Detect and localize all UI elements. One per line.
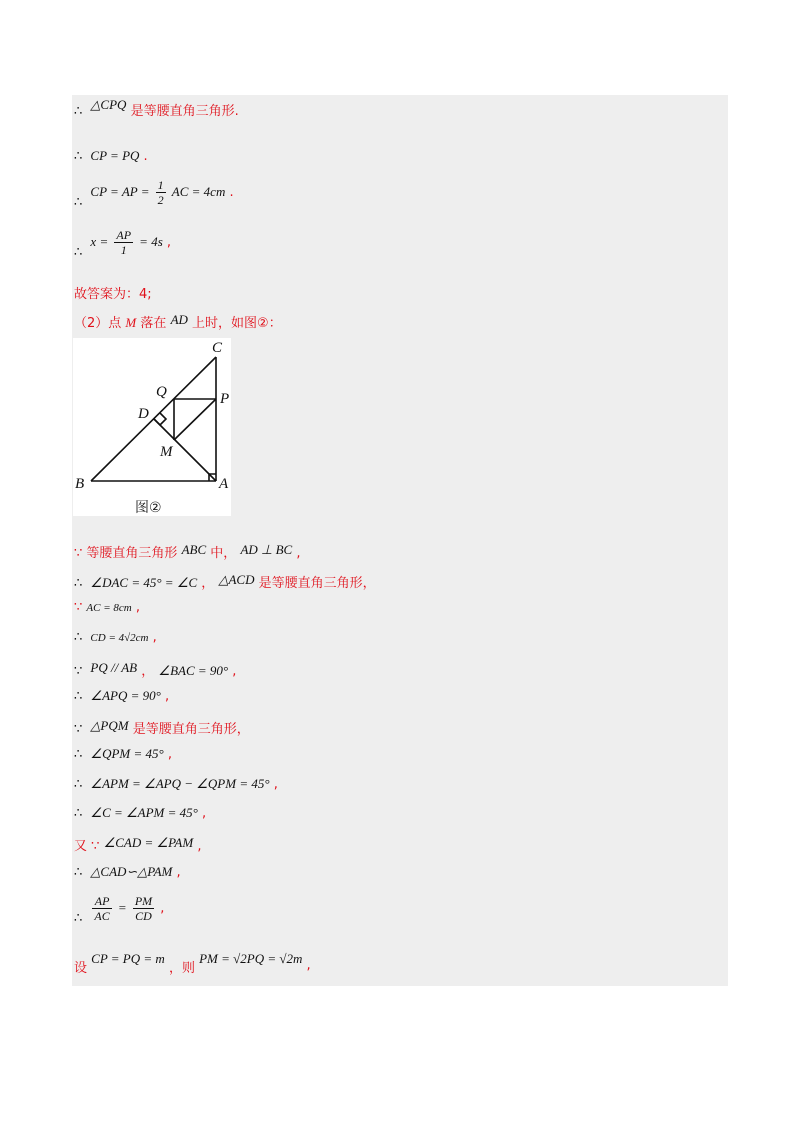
- label-C: C: [212, 340, 223, 356]
- text-red: ,: [273, 777, 278, 792]
- math-expression: ∠APM = ∠APQ − ∠QPM = 45°: [90, 776, 270, 791]
- text-red: ,: [202, 806, 207, 821]
- text-red: 又: [74, 839, 88, 854]
- label-M: M: [160, 444, 173, 460]
- solution-line-2: [74, 148, 148, 164]
- solution-line-6: [74, 312, 282, 331]
- therefore-symbol: ∴: [74, 630, 83, 645]
- math-expression: CP = AP =: [90, 184, 150, 199]
- math-expression: ∠BAC = 90°: [158, 663, 229, 678]
- text-red: ,: [197, 839, 202, 854]
- math-expression: △CAD∽△PAM: [90, 864, 173, 879]
- text-red: ,: [152, 630, 157, 645]
- fraction-denominator: CD: [135, 909, 152, 923]
- therefore-symbol: ∴: [74, 149, 83, 164]
- figure-caption: 图②: [135, 500, 162, 516]
- answer-text: 故答案为：4;: [74, 287, 152, 302]
- math-expression: ∠C = ∠APM = 45°: [90, 805, 198, 820]
- text-red: ,: [166, 235, 172, 250]
- math-expression: M: [125, 315, 137, 330]
- solution-line-5: [74, 283, 152, 302]
- therefore-symbol: ∴: [74, 777, 83, 792]
- text-red: ,: [306, 958, 311, 973]
- triangle-diagram: [73, 338, 231, 516]
- text-red: （2）点: [74, 316, 122, 331]
- because-symbol: ∵: [74, 546, 83, 561]
- solution-line-14: [74, 746, 172, 762]
- label-B: B: [75, 476, 85, 492]
- text-red: ,: [296, 546, 301, 561]
- fraction: [92, 894, 111, 923]
- math-expression: AD: [170, 312, 188, 327]
- text-red: ,: [135, 600, 141, 615]
- fraction-denominator: AC: [94, 909, 110, 923]
- math-expression: PM = √2PQ = √2m: [199, 951, 303, 966]
- solution-line-19: [74, 894, 165, 926]
- solution-line-20: [74, 948, 311, 976]
- math-expression: ∠QPM = 45°: [90, 746, 164, 761]
- text-red: ,: [160, 901, 165, 916]
- label-D: D: [138, 406, 149, 422]
- math-expression: △PQM: [90, 718, 129, 733]
- solution-line-13: [74, 718, 250, 737]
- text-red: 中，: [210, 546, 237, 561]
- therefore-symbol: ∴: [74, 576, 83, 591]
- because-symbol: ∵: [74, 600, 83, 615]
- therefore-symbol: ∴: [74, 806, 83, 821]
- text-red: 是等腰直角三角形，: [258, 576, 376, 591]
- therefore-symbol: ∴: [74, 104, 83, 119]
- text-red: ,: [176, 865, 181, 880]
- solution-line-16: [74, 805, 206, 821]
- fraction: [114, 228, 133, 257]
- math-expression: ∠CAD = ∠PAM: [103, 835, 194, 850]
- text-red: .: [229, 185, 234, 200]
- because-symbol: ∵: [74, 664, 83, 679]
- text-red: ,: [167, 747, 172, 762]
- label-Q: Q: [156, 384, 167, 400]
- math-expression: ∠DAC = 45° = ∠C: [90, 575, 198, 590]
- solution-line-12: [74, 688, 169, 704]
- solution-line-17: [74, 835, 201, 854]
- text-red: 设: [74, 961, 88, 976]
- math-expression: x =: [90, 234, 109, 249]
- because-symbol: ∵: [91, 839, 100, 854]
- segment-MP: [174, 399, 216, 440]
- math-expression: PQ // AB: [90, 660, 138, 675]
- math-expression: ABC: [181, 542, 207, 557]
- text-red: ，: [201, 576, 215, 591]
- because-symbol: ∵: [74, 722, 83, 737]
- fraction-numerator: AP: [116, 228, 132, 242]
- text-red: ,: [164, 689, 170, 704]
- math-expression: CD = 4√2cm: [90, 632, 149, 644]
- math-expression: ∠APQ = 90°: [90, 688, 161, 703]
- math-expression: △CPQ: [90, 97, 127, 112]
- therefore-symbol: ∴: [74, 689, 83, 704]
- fraction-denominator: 1: [120, 243, 127, 257]
- solution-line-9: [74, 600, 140, 615]
- text-red: 是等腰直角三角形，: [132, 722, 250, 737]
- text-red: ，: [141, 664, 155, 679]
- text-red: 上时，如图②：: [192, 316, 282, 331]
- fraction-numerator: PM: [134, 894, 153, 908]
- math-expression: = 4s: [139, 234, 163, 249]
- text-red: 等腰直角三角形: [86, 546, 178, 561]
- math-expression: △ACD: [218, 572, 255, 587]
- right-angle-mark-D: [154, 413, 166, 425]
- solution-line-1: [74, 97, 239, 119]
- math-expression: CP = PQ = m: [91, 951, 165, 966]
- math-expression: AD ⊥ BC: [240, 542, 293, 557]
- math-expression: AC = 4cm: [171, 184, 226, 199]
- fraction-numerator: 1: [157, 178, 164, 192]
- math-expression: CP = PQ: [90, 148, 140, 163]
- fraction-denominator: 2: [157, 193, 164, 207]
- equals-sign: =: [117, 900, 127, 915]
- therefore-symbol: ∴: [74, 747, 83, 762]
- text-red: .: [143, 149, 148, 164]
- therefore-symbol: ∴: [74, 195, 83, 210]
- geometry-figure: [73, 338, 231, 516]
- therefore-symbol: ∴: [74, 245, 83, 260]
- fraction-numerator: AP: [92, 894, 111, 909]
- solution-line-15: [74, 776, 278, 792]
- label-A: A: [219, 476, 229, 492]
- therefore-symbol: ∴: [74, 911, 83, 926]
- therefore-symbol: ∴: [74, 865, 83, 880]
- fraction: [156, 178, 166, 207]
- text-red: ，则: [168, 961, 195, 976]
- fraction: [133, 894, 154, 923]
- solution-line-4: [74, 228, 172, 260]
- text-red: ,: [232, 664, 237, 679]
- math-expression: AC = 8cm: [86, 602, 132, 614]
- solution-line-18: [74, 864, 181, 880]
- solution-line-3: [74, 178, 234, 210]
- text-red: 落在: [140, 316, 167, 331]
- solution-line-7: [74, 542, 300, 561]
- solution-line-11: [74, 660, 236, 679]
- label-P: P: [220, 391, 230, 407]
- solution-line-10: [74, 630, 157, 645]
- text-red: 是等腰直角三角形.: [130, 104, 239, 119]
- solution-line-8: [74, 572, 376, 591]
